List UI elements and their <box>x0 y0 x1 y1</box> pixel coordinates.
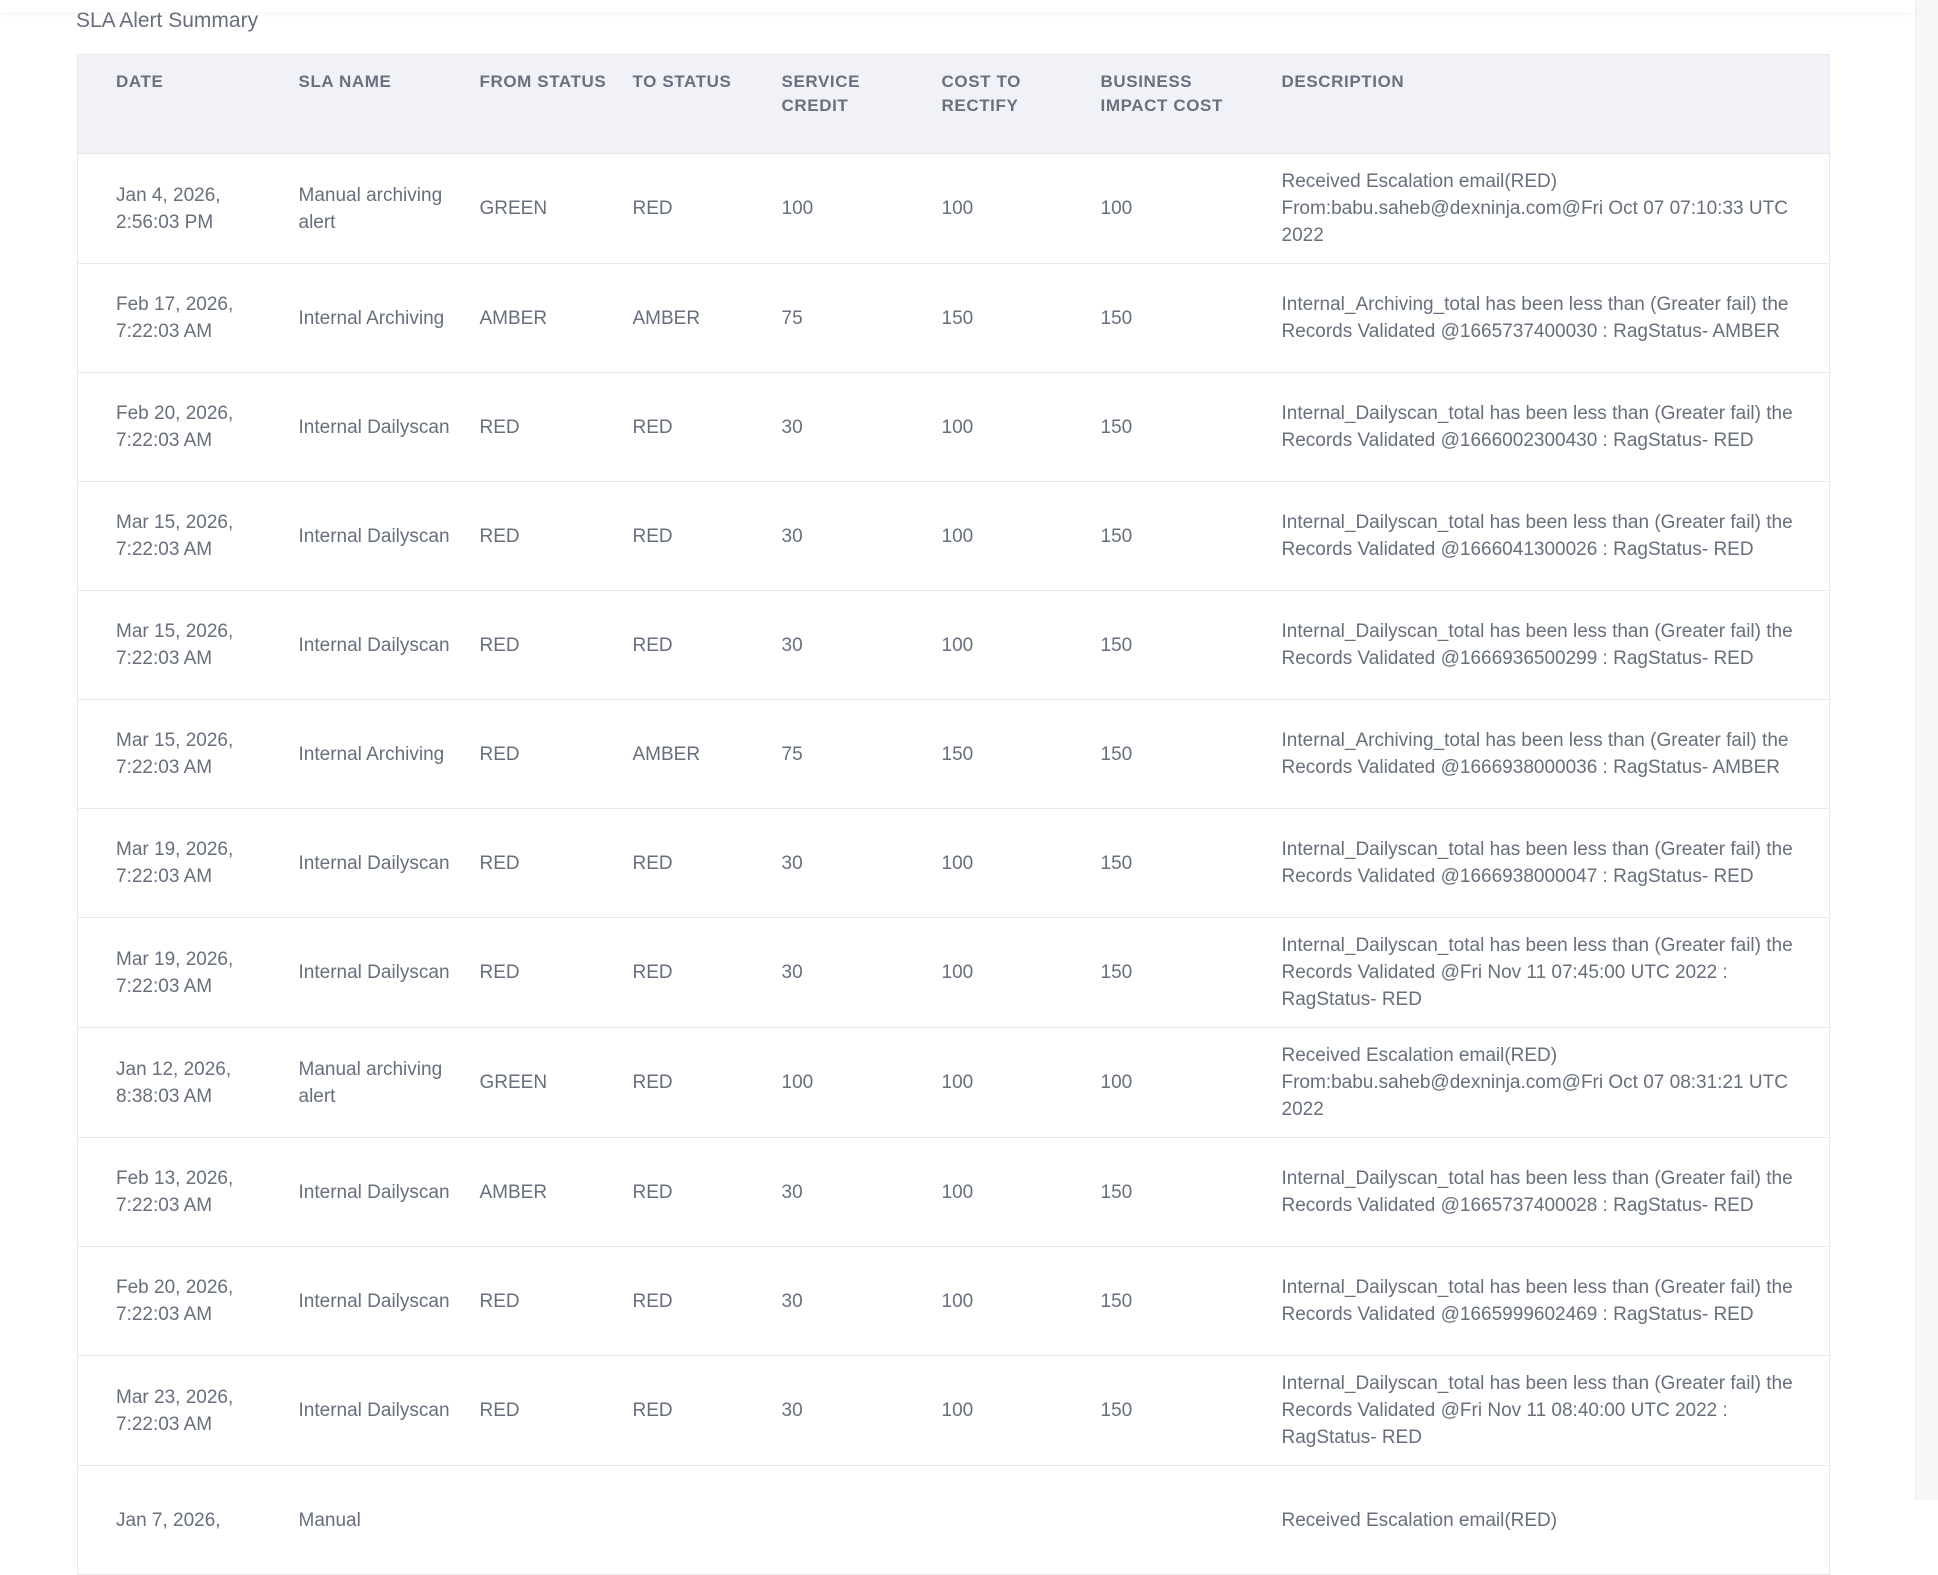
cost-to-rectify-cell: 100 <box>932 1356 1091 1466</box>
from-status-cell: GREEN <box>470 1028 623 1138</box>
from-status-cell: AMBER <box>470 264 623 373</box>
business-impact-cost-cell: 150 <box>1091 700 1272 809</box>
sla-name-cell: Internal Dailyscan <box>289 482 470 591</box>
table-row[interactable] <box>78 1466 1830 1575</box>
sla-name-cell: Internal Dailyscan <box>289 1138 470 1247</box>
description-cell: Internal_Dailyscan_total has been less than (Greater fail) the Records Validated @1666938000047 : RagStatus- RED <box>1272 809 1830 918</box>
service-credit-cell <box>772 1466 932 1575</box>
description-cell: Internal_Dailyscan_total has been less than (Greater fail) the Records Validated @1665737400028 : RagStatus- RED <box>1272 1138 1830 1247</box>
table-row[interactable] <box>78 591 1830 700</box>
to-status-cell: AMBER <box>623 700 772 809</box>
sla-name-cell: Manual <box>289 1466 470 1575</box>
description-cell: Internal_Dailyscan_total has been less than (Greater fail) the Records Validated @1666936500299 : RagStatus- RED <box>1272 591 1830 700</box>
service-credit-cell: 75 <box>772 700 932 809</box>
business-impact-cost-cell: 150 <box>1091 591 1272 700</box>
date-cell: Jan 4, 2026, 2:56:03 PM <box>78 154 289 264</box>
table-row[interactable] <box>78 1247 1830 1356</box>
business-impact-cost-cell: 150 <box>1091 809 1272 918</box>
sla-name-cell: Internal Archiving <box>289 700 470 809</box>
table-row[interactable] <box>78 154 1830 264</box>
from-status-cell: RED <box>470 918 623 1028</box>
from-status-cell: RED <box>470 373 623 482</box>
from-status-cell: RED <box>470 1247 623 1356</box>
business-impact-cost-cell: 150 <box>1091 373 1272 482</box>
cost-to-rectify-cell <box>932 1466 1091 1575</box>
table-row[interactable] <box>78 809 1830 918</box>
column-header-from-status[interactable]: FROM STATUS <box>470 55 623 154</box>
description-cell: Internal_Archiving_total has been less than (Greater fail) the Records Validated @1665737400030 : RagStatus- AMBER <box>1272 264 1830 373</box>
business-impact-cost-cell: 150 <box>1091 918 1272 1028</box>
description-cell: Internal_Dailyscan_total has been less than (Greater fail) the Records Validated @1665999602469 : RagStatus- RED <box>1272 1247 1830 1356</box>
to-status-cell: RED <box>623 809 772 918</box>
column-header-to-status[interactable]: TO STATUS <box>623 55 772 154</box>
date-cell: Mar 19, 2026, 7:22:03 AM <box>78 809 289 918</box>
table-row[interactable] <box>78 1356 1830 1466</box>
table-row[interactable] <box>78 264 1830 373</box>
business-impact-cost-cell: 150 <box>1091 1138 1272 1247</box>
cost-to-rectify-cell: 100 <box>932 918 1091 1028</box>
page-title: SLA Alert Summary <box>76 9 259 32</box>
description-cell: Internal_Archiving_total has been less than (Greater fail) the Records Validated @1666938000036 : RagStatus- AMBER <box>1272 700 1830 809</box>
table-row[interactable] <box>78 373 1830 482</box>
to-status-cell: RED <box>623 373 772 482</box>
sla-name-cell: Internal Dailyscan <box>289 373 470 482</box>
service-credit-cell: 30 <box>772 809 932 918</box>
from-status-cell: RED <box>470 700 623 809</box>
service-credit-cell: 100 <box>772 154 932 264</box>
description-cell: Internal_Dailyscan_total has been less than (Greater fail) the Records Validated @1666002300430 : RagStatus- RED <box>1272 373 1830 482</box>
to-status-cell: RED <box>623 1356 772 1466</box>
service-credit-cell: 75 <box>772 264 932 373</box>
business-impact-cost-cell: 100 <box>1091 1028 1272 1138</box>
from-status-cell: RED <box>470 809 623 918</box>
sla-name-cell: Internal Dailyscan <box>289 809 470 918</box>
date-cell: Feb 20, 2026, 7:22:03 AM <box>78 373 289 482</box>
from-status-cell: GREEN <box>470 154 623 264</box>
service-credit-cell: 30 <box>772 918 932 1028</box>
table-row[interactable] <box>78 482 1830 591</box>
from-status-cell: RED <box>470 591 623 700</box>
to-status-cell: RED <box>623 1247 772 1356</box>
cost-to-rectify-cell: 100 <box>932 482 1091 591</box>
table-row[interactable] <box>78 1028 1830 1138</box>
business-impact-cost-cell: 150 <box>1091 482 1272 591</box>
column-header-description[interactable]: DESCRIPTION <box>1272 55 1830 154</box>
to-status-cell: RED <box>623 154 772 264</box>
to-status-cell: RED <box>623 1028 772 1138</box>
description-cell: Internal_Dailyscan_total has been less than (Greater fail) the Records Validated @Fri Nov 11 07:45:00 UTC 2022 : RagStatus- RED <box>1272 918 1830 1028</box>
description-cell: Received Escalation email(RED) <box>1272 1466 1830 1575</box>
cost-to-rectify-cell: 150 <box>932 264 1091 373</box>
column-header-sla-name[interactable]: SLA NAME <box>289 55 470 154</box>
column-header-business-impact-cost[interactable]: BUSINESS IMPACT COST <box>1091 55 1272 154</box>
description-cell: Internal_Dailyscan_total has been less than (Greater fail) the Records Validated @Fri Nov 11 08:40:00 UTC 2022 : RagStatus- RED <box>1272 1356 1830 1466</box>
date-cell: Jan 12, 2026, 8:38:03 AM <box>78 1028 289 1138</box>
cost-to-rectify-cell: 100 <box>932 1247 1091 1356</box>
sla-name-cell: Internal Dailyscan <box>289 918 470 1028</box>
cost-to-rectify-cell: 150 <box>932 700 1091 809</box>
from-status-cell: AMBER <box>470 1138 623 1247</box>
column-header-service-credit[interactable]: SERVICE CREDIT <box>772 55 932 154</box>
sla-name-cell: Internal Archiving <box>289 264 470 373</box>
date-cell: Mar 19, 2026, 7:22:03 AM <box>78 918 289 1028</box>
sla-name-cell: Internal Dailyscan <box>289 591 470 700</box>
cost-to-rectify-cell: 100 <box>932 373 1091 482</box>
to-status-cell: AMBER <box>623 264 772 373</box>
cost-to-rectify-cell: 100 <box>932 591 1091 700</box>
sla-name-cell: Manual archiving alert <box>289 1028 470 1138</box>
top-bar <box>0 0 1916 12</box>
business-impact-cost-cell: 150 <box>1091 264 1272 373</box>
date-cell: Feb 13, 2026, 7:22:03 AM <box>78 1138 289 1247</box>
table-row[interactable] <box>78 700 1830 809</box>
business-impact-cost-cell <box>1091 1466 1272 1575</box>
to-status-cell: RED <box>623 1138 772 1247</box>
cost-to-rectify-cell: 100 <box>932 154 1091 264</box>
to-status-cell: RED <box>623 918 772 1028</box>
cost-to-rectify-cell: 100 <box>932 809 1091 918</box>
date-cell: Mar 15, 2026, 7:22:03 AM <box>78 591 289 700</box>
date-cell: Mar 23, 2026, 7:22:03 AM <box>78 1356 289 1466</box>
to-status-cell: RED <box>623 591 772 700</box>
sla-name-cell: Internal Dailyscan <box>289 1356 470 1466</box>
service-credit-cell: 30 <box>772 591 932 700</box>
to-status-cell <box>623 1466 772 1575</box>
description-cell: Internal_Dailyscan_total has been less than (Greater fail) the Records Validated @1666041300026 : RagStatus- RED <box>1272 482 1830 591</box>
business-impact-cost-cell: 100 <box>1091 154 1272 264</box>
service-credit-cell: 30 <box>772 373 932 482</box>
service-credit-cell: 100 <box>772 1028 932 1138</box>
service-credit-cell: 30 <box>772 482 932 591</box>
sla-name-cell: Internal Dailyscan <box>289 1247 470 1356</box>
table-header-row <box>78 55 1830 154</box>
sla-name-cell: Manual archiving alert <box>289 154 470 264</box>
table-row[interactable] <box>78 918 1830 1028</box>
from-status-cell: RED <box>470 482 623 591</box>
description-cell: Received Escalation email(RED) From:babu.saheb@dexninja.com@Fri Oct 07 07:10:33 UTC 2022 <box>1272 154 1830 264</box>
description-cell: Received Escalation email(RED) From:babu.saheb@dexninja.com@Fri Oct 07 08:31:21 UTC 2022 <box>1272 1028 1830 1138</box>
date-cell: Mar 15, 2026, 7:22:03 AM <box>78 482 289 591</box>
business-impact-cost-cell: 150 <box>1091 1247 1272 1356</box>
table-row[interactable] <box>78 1138 1830 1247</box>
from-status-cell <box>470 1466 623 1575</box>
cost-to-rectify-cell: 100 <box>932 1138 1091 1247</box>
date-cell: Feb 17, 2026, 7:22:03 AM <box>78 264 289 373</box>
service-credit-cell: 30 <box>772 1138 932 1247</box>
service-credit-cell: 30 <box>772 1356 932 1466</box>
vertical-scrollbar[interactable] <box>1915 0 1938 1500</box>
column-header-date[interactable]: DATE <box>78 55 289 154</box>
column-header-cost-to-rectify[interactable]: COST TO RECTIFY <box>932 55 1091 154</box>
business-impact-cost-cell: 150 <box>1091 1356 1272 1466</box>
date-cell: Mar 15, 2026, 7:22:03 AM <box>78 700 289 809</box>
to-status-cell: RED <box>623 482 772 591</box>
date-cell: Feb 20, 2026, 7:22:03 AM <box>78 1247 289 1356</box>
service-credit-cell: 30 <box>772 1247 932 1356</box>
cost-to-rectify-cell: 100 <box>932 1028 1091 1138</box>
from-status-cell: RED <box>470 1356 623 1466</box>
date-cell: Jan 7, 2026, <box>78 1466 289 1575</box>
sla-alert-table <box>77 54 1830 1575</box>
